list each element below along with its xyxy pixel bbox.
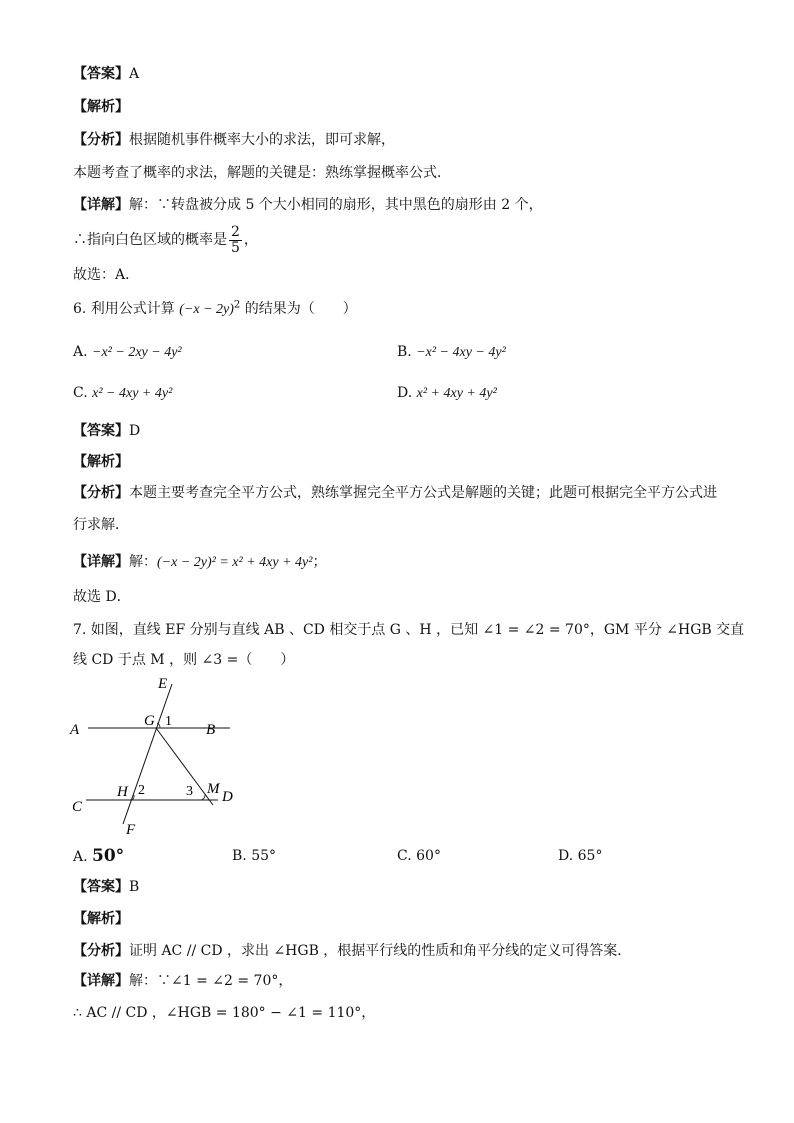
q6-option-a[interactable]: A. −x² − 2xy − 4y²: [73, 344, 182, 360]
label-1: 1: [165, 714, 172, 729]
q7-option-d[interactable]: D. 65°: [558, 848, 603, 864]
label-h: H: [117, 784, 128, 800]
angle-3-arc: [201, 795, 205, 800]
q7-option-a[interactable]: A. 50°: [73, 846, 125, 866]
fraction-denominator: 5: [231, 239, 240, 256]
fraction-two-fifths: [229, 225, 242, 256]
q5-answer-line: [73, 64, 139, 84]
q5-analysis-line: [73, 130, 395, 150]
q7-option-c[interactable]: C. 60°: [397, 848, 441, 864]
q7-stem-line-2: 线 CD 于点 M ，则 ∠3 =（ ）: [73, 652, 295, 668]
q6-stem-exponent: 2: [233, 299, 241, 311]
q6-stem-expression: (−x − 2y): [179, 302, 234, 317]
q7-analysis-line: 【分析】证明 AC // CD ，求出 ∠HGB ，根据平行线的性质和角平分线的定义可得答案．: [73, 943, 632, 959]
q6-analysis-line-1: 【分析】本题主要考查完全平方公式，熟练掌握完全平方公式是解题的关键；此题可根据完全平方公式进: [73, 485, 717, 501]
label-e: E: [158, 676, 168, 692]
q6-answer-value: D: [129, 423, 141, 439]
q5-note: 本题考查了概率的求法，解题的关键是：熟练掌握概率公式．: [73, 165, 451, 181]
q5-analysis-heading: 【解析】: [73, 99, 129, 115]
q6-option-d[interactable]: D. x² + 4xy + 4y²: [397, 385, 497, 401]
q5-detail-line-1: [73, 195, 543, 215]
q7-analysis-heading: 【解析】: [73, 911, 129, 927]
answer-label: 【答案】: [73, 66, 129, 82]
label-d: D: [222, 789, 233, 805]
q5-detail-prefix: ∴指向白色区域的概率是: [73, 232, 227, 248]
q5-analysis-text: 根据随机事件概率大小的求法，即可求解，: [129, 132, 395, 148]
q6-answer-line: 【答案】D: [73, 423, 141, 439]
q5-answer-value: A: [129, 66, 140, 82]
line-gm: [156, 728, 213, 805]
q7-geometry-figure: [60, 672, 260, 842]
q5-detail-text-1: 解：∵转盘被分成 5 个大小相同的扇形，其中黑色的扇形由 2 个，: [129, 197, 543, 213]
q6-option-c[interactable]: C. x² − 4xy + 4y²: [73, 385, 173, 401]
line-ef: [123, 684, 172, 824]
label-b: B: [206, 722, 216, 738]
q6-option-b[interactable]: B. −x² − 4xy − 4y²: [397, 344, 506, 360]
q7-answer-line: 【答案】B: [73, 879, 140, 895]
q7-stem-line-1: 7. 如图，直线 EF 分别与直线 AB 、CD 相交于点 G 、H ，已知 ∠1 = ∠2 = 70°，GM 平分 ∠HGB 交直: [73, 622, 745, 638]
q6-analysis-heading: 【解析】: [73, 454, 129, 470]
analysis-label: 【分析】: [73, 132, 129, 148]
label-a: A: [70, 722, 80, 738]
q6-detail-line: 【详解】解：(−x − 2y)² = x² + 4xy + 4y²；: [73, 554, 327, 570]
q6-analysis-line-2: 行求解．: [73, 517, 129, 533]
q7-answer-value: B: [129, 879, 140, 895]
q6-stem-suffix: 的结果为（ ）: [244, 301, 357, 317]
q6-stem-prefix: 6. 利用公式计算: [73, 301, 175, 317]
label-m: M: [207, 781, 220, 797]
q7-option-b[interactable]: B. 55°: [232, 848, 277, 864]
label-f: F: [126, 822, 136, 838]
label-c: C: [72, 799, 83, 815]
label-3: 3: [186, 784, 193, 799]
q6-choose: 故选 D．: [73, 589, 131, 605]
q6-detail-expression: (−x − 2y)² = x² + 4xy + 4y²: [157, 555, 313, 570]
q7-detail-line-2: ∴ AC // CD ，∠HGB = 180° − ∠1 = 110°，: [73, 1005, 376, 1021]
detail-label: 【详解】: [73, 197, 129, 213]
label-g: G: [144, 713, 155, 729]
q5-detail-line-2: [73, 224, 258, 256]
q6-stem: [73, 299, 357, 320]
q5-detail-suffix: ，: [243, 232, 258, 248]
q5-choose: 故选：A．: [73, 267, 140, 283]
label-2: 2: [138, 783, 145, 798]
fraction-numerator: 2: [231, 223, 240, 240]
q7-detail-line-1: 【详解】解：∵∠1 = ∠2 = 70°，: [73, 973, 293, 989]
